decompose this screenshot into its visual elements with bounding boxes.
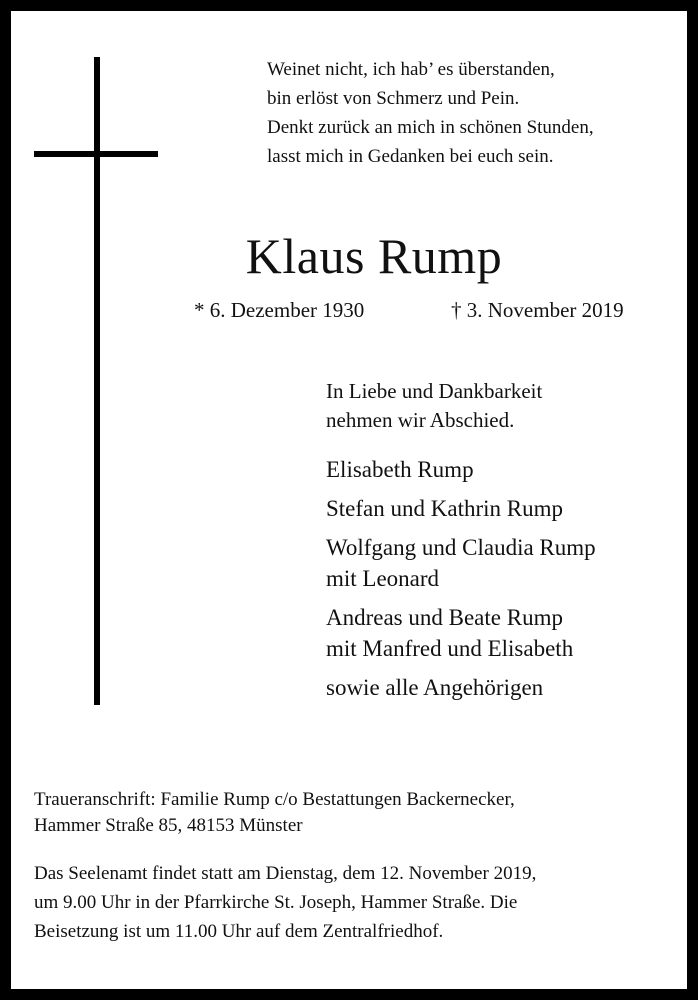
mourner-entry: [326, 602, 596, 664]
cross-icon-crossbar: [34, 151, 158, 157]
mourner-line: sowie alle Angehörigen: [326, 675, 544, 700]
address-line: Traueranschrift: Familie Rump c/o Bestattungen Backernecker,: [34, 789, 515, 810]
service-line: um 9.00 Uhr in der Pfarrkirche St. Joseph, Hammer Straße. Die: [34, 892, 518, 913]
poem-line: Weinet nicht, ich hab’ es überstanden,: [267, 59, 555, 80]
mourner-entry: [326, 454, 596, 485]
poem: [267, 55, 667, 171]
obituary-card: [11, 11, 687, 989]
mourner-line: Andreas und Beate Rump: [326, 605, 563, 630]
deceased-name: Klaus Rump: [245, 228, 503, 284]
mourner-line: Stefan und Kathrin Rump: [326, 496, 563, 521]
service-info: [34, 859, 674, 946]
birth-date: * 6. Dezember 1930: [194, 298, 365, 322]
mourners-list: [326, 454, 596, 711]
death-date: † 3. November 2019: [451, 298, 624, 322]
mourner-entry: [326, 672, 596, 703]
poem-line: bin erlöst von Schmerz und Pein.: [267, 88, 520, 109]
mourner-entry: [326, 532, 596, 594]
farewell-line: nehmen wir Abschied.: [326, 408, 515, 432]
mourner-line: Wolfgang und Claudia Rump: [326, 535, 596, 560]
mourning-address: [34, 787, 674, 839]
mourner-line: mit Manfred und Elisabeth: [326, 636, 574, 661]
poem-line: Denkt zurück an mich in schönen Stunden,: [267, 117, 594, 138]
mourner-line: Elisabeth Rump: [326, 457, 474, 482]
mourner-entry: [326, 493, 596, 524]
farewell-text: [326, 377, 542, 435]
poem-line: lasst mich in Gedanken bei euch sein.: [267, 146, 554, 167]
service-line: Beisetzung ist um 11.00 Uhr auf dem Zentralfriedhof.: [34, 921, 444, 942]
service-line: Das Seelenamt findet statt am Dienstag, dem 12. November 2019,: [34, 863, 537, 884]
address-line: Hammer Straße 85, 48153 Münster: [34, 815, 303, 836]
mourner-line: mit Leonard: [326, 566, 440, 591]
farewell-line: In Liebe und Dankbarkeit: [326, 379, 543, 403]
